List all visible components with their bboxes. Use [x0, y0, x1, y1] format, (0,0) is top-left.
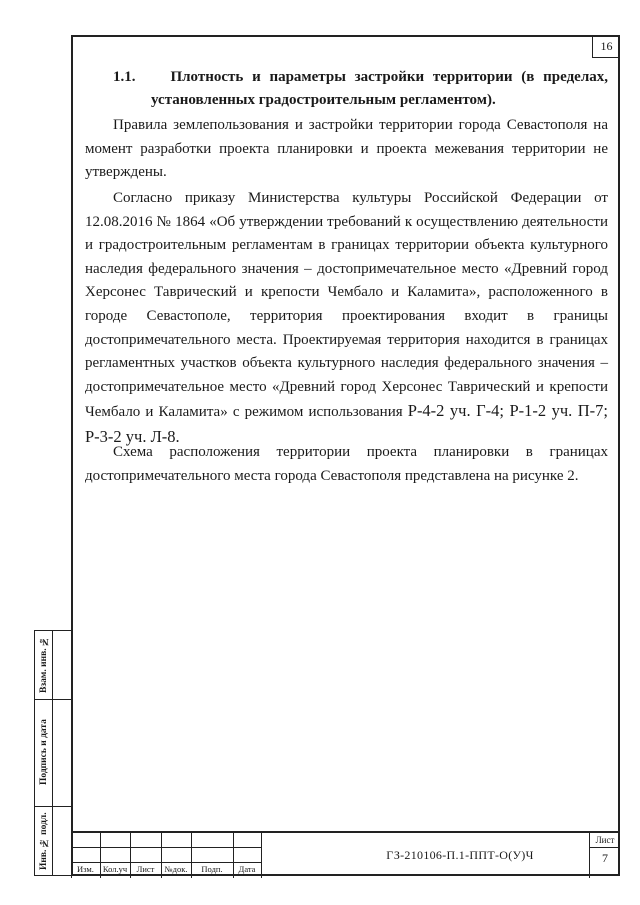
sheet-box: [589, 833, 620, 878]
col-kol-uch-label: Кол.уч: [102, 864, 128, 874]
page-number: 16: [592, 35, 620, 58]
title-block: [71, 831, 620, 876]
side-stamp-value-column: [53, 631, 72, 875]
col-izm-label: Изм.: [77, 864, 94, 874]
paragraph-scheme: Схема расположения территории проекта планировки в границах достопримечательного места города Севастополя представлена на рисунке 2.: [85, 444, 608, 484]
side-stamp-vzam-inv: Взам. инв. №: [39, 636, 49, 694]
paragraph-ministry-order-text: Согласно приказу Министерства культуры Российской Федерации от 12.08.2016 № 1864 «Об утверждении требований к осуществлению деятельности и градостроительным регламентам в границах территории объекта культурного наследия федерального значения – достопримечательное место «Древний город Херсонес Таврический и крепости Чембало и Каламита», расположенного в городе Севастополе, территория проектирования входит в границы достопримечательного места. Проектируемая территория находится в границах регламентных участков объекта культурного наследия федерального значения – достопримечательное место «Древний город Херсонес Таврический и крепости Чембало и Каламита» с режимом использования: [85, 190, 608, 421]
document-code: ГЗ-210106-П.1-ППТ-О(У)Ч: [386, 848, 534, 862]
section-title-line-2: установленных градостроительным регламентом).: [151, 92, 496, 108]
section-number: 1.1.: [113, 69, 136, 85]
regulation-codes: Р-4-2 уч. Г-4; Р-1-2 уч. П-7; Р-3-2 уч. Л-8.: [85, 401, 608, 446]
section-title-line-1: Плотность и параметры застройки территории (в пределах,: [170, 69, 608, 85]
col-data-label: Дата: [238, 864, 256, 874]
side-stamp-inv-podl: Инв. № подл.: [39, 812, 49, 871]
side-stamp-podpis-data: Подпись и дата: [39, 719, 49, 786]
sheet-label: Лист: [590, 834, 620, 848]
paragraph-rules: Правила землепользования и застройки территории города Севастополя на момент разработки проекта планировки и проекта межевания территории не утверждены.: [85, 117, 608, 181]
col-podp-label: Подп.: [201, 864, 223, 874]
section-heading-line-1: [113, 66, 608, 89]
col-list-label: Лист: [136, 864, 155, 874]
sheet-number: 7: [602, 851, 608, 865]
section-heading: [113, 66, 608, 112]
side-stamp: [34, 630, 71, 876]
paragraph-ministry-order: [85, 187, 608, 451]
col-ndok-label: №док.: [164, 864, 188, 874]
